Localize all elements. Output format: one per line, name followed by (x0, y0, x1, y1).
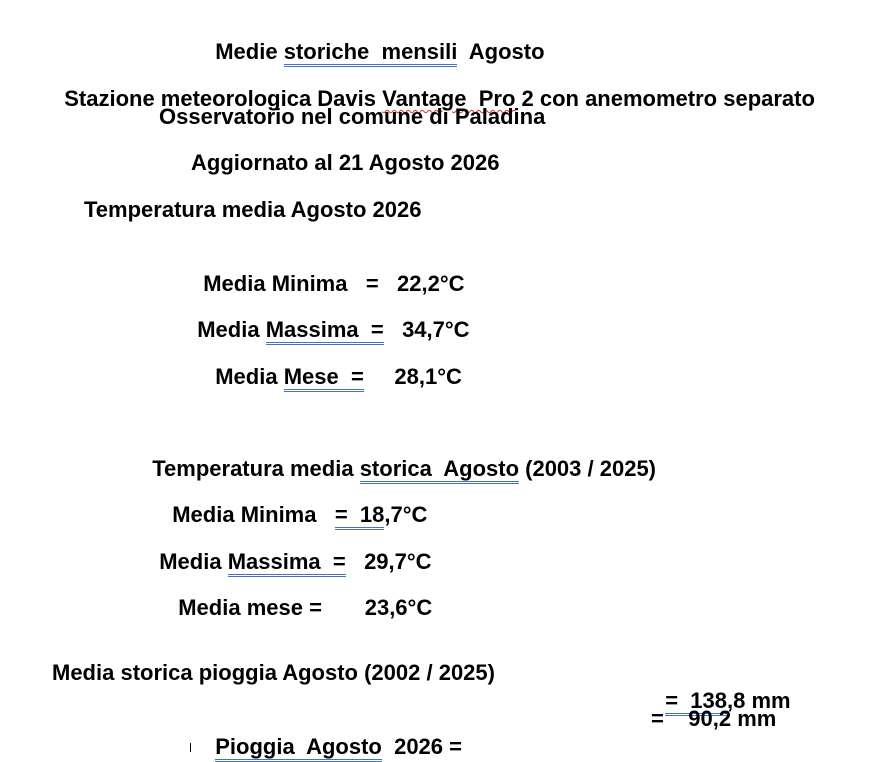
historical-heading-b: storica Agosto (360, 456, 519, 484)
historical-min-eq: = 18 (335, 502, 385, 530)
station-part-c: Pro (466, 86, 516, 111)
rain-historical-eq: = 138 (665, 688, 727, 716)
current-max-value: 34,7°C (402, 317, 470, 342)
rain-current-label (203, 705, 462, 759)
rain-historical-value-row (653, 659, 791, 713)
station-part-d: 2 con anemometro separato (515, 86, 815, 111)
current-heading: Temperatura media Agosto 2026 (84, 197, 422, 222)
current-min-value: 22,2°C (397, 271, 465, 296)
title-part-b: storiche mensili (284, 39, 458, 67)
current-max-label-b: Massima = (266, 317, 384, 345)
title-part-c: Agosto (457, 39, 545, 64)
historical-max-label-a: Media (159, 549, 228, 574)
current-month-label-c (364, 364, 395, 389)
updated-line: Aggiornato al 21 Agosto 2026 (191, 150, 500, 175)
rain-historical-label: Media storica pioggia Agosto (2002 / 2025) (52, 660, 495, 685)
historical-max-label-b: Massima = (228, 549, 346, 577)
current-month-row (203, 335, 462, 389)
historical-month-value: 23,6°C (364, 595, 433, 620)
historical-max-value: 29,7°C (364, 549, 432, 574)
historical-heading-c: (2003 / 2025) (519, 456, 656, 481)
historical-heading (140, 427, 656, 481)
historical-min-value: ,7°C (384, 502, 428, 527)
rain-historical-value: ,8 mm (727, 688, 791, 713)
historical-month-row (166, 566, 433, 620)
historical-max-row (147, 520, 432, 574)
rain-current-label-b: 2026 = (381, 734, 462, 759)
current-min-row (191, 242, 465, 296)
current-month-label-b: Mese = (284, 364, 364, 392)
historical-month-label: Media mese = (178, 595, 365, 620)
current-month-label-a: Media (215, 364, 284, 389)
current-max-row (185, 288, 470, 342)
historical-min-row (160, 473, 428, 527)
title-part-a: Medie (215, 39, 284, 64)
current-max-label-a: Media (197, 317, 266, 342)
station-part-a: Stazione meteorologica Davis (64, 86, 383, 111)
historical-heading-a: Temperatura media (152, 456, 360, 481)
historical-min-label: Media Minima (172, 502, 335, 527)
title (203, 10, 545, 64)
observatory-line: Osservatorio nel comune di Paladina (159, 104, 546, 129)
rain-current-label-a: Pioggia Agosto (215, 734, 382, 762)
station-part-b: Vantage (382, 86, 467, 111)
current-month-value: 28,1°C (394, 364, 462, 389)
text-cursor (190, 743, 191, 752)
current-min-label: Media Minima = (203, 271, 398, 296)
rain-current-value: = 90,2 mm (651, 706, 777, 731)
station-line (52, 57, 815, 111)
